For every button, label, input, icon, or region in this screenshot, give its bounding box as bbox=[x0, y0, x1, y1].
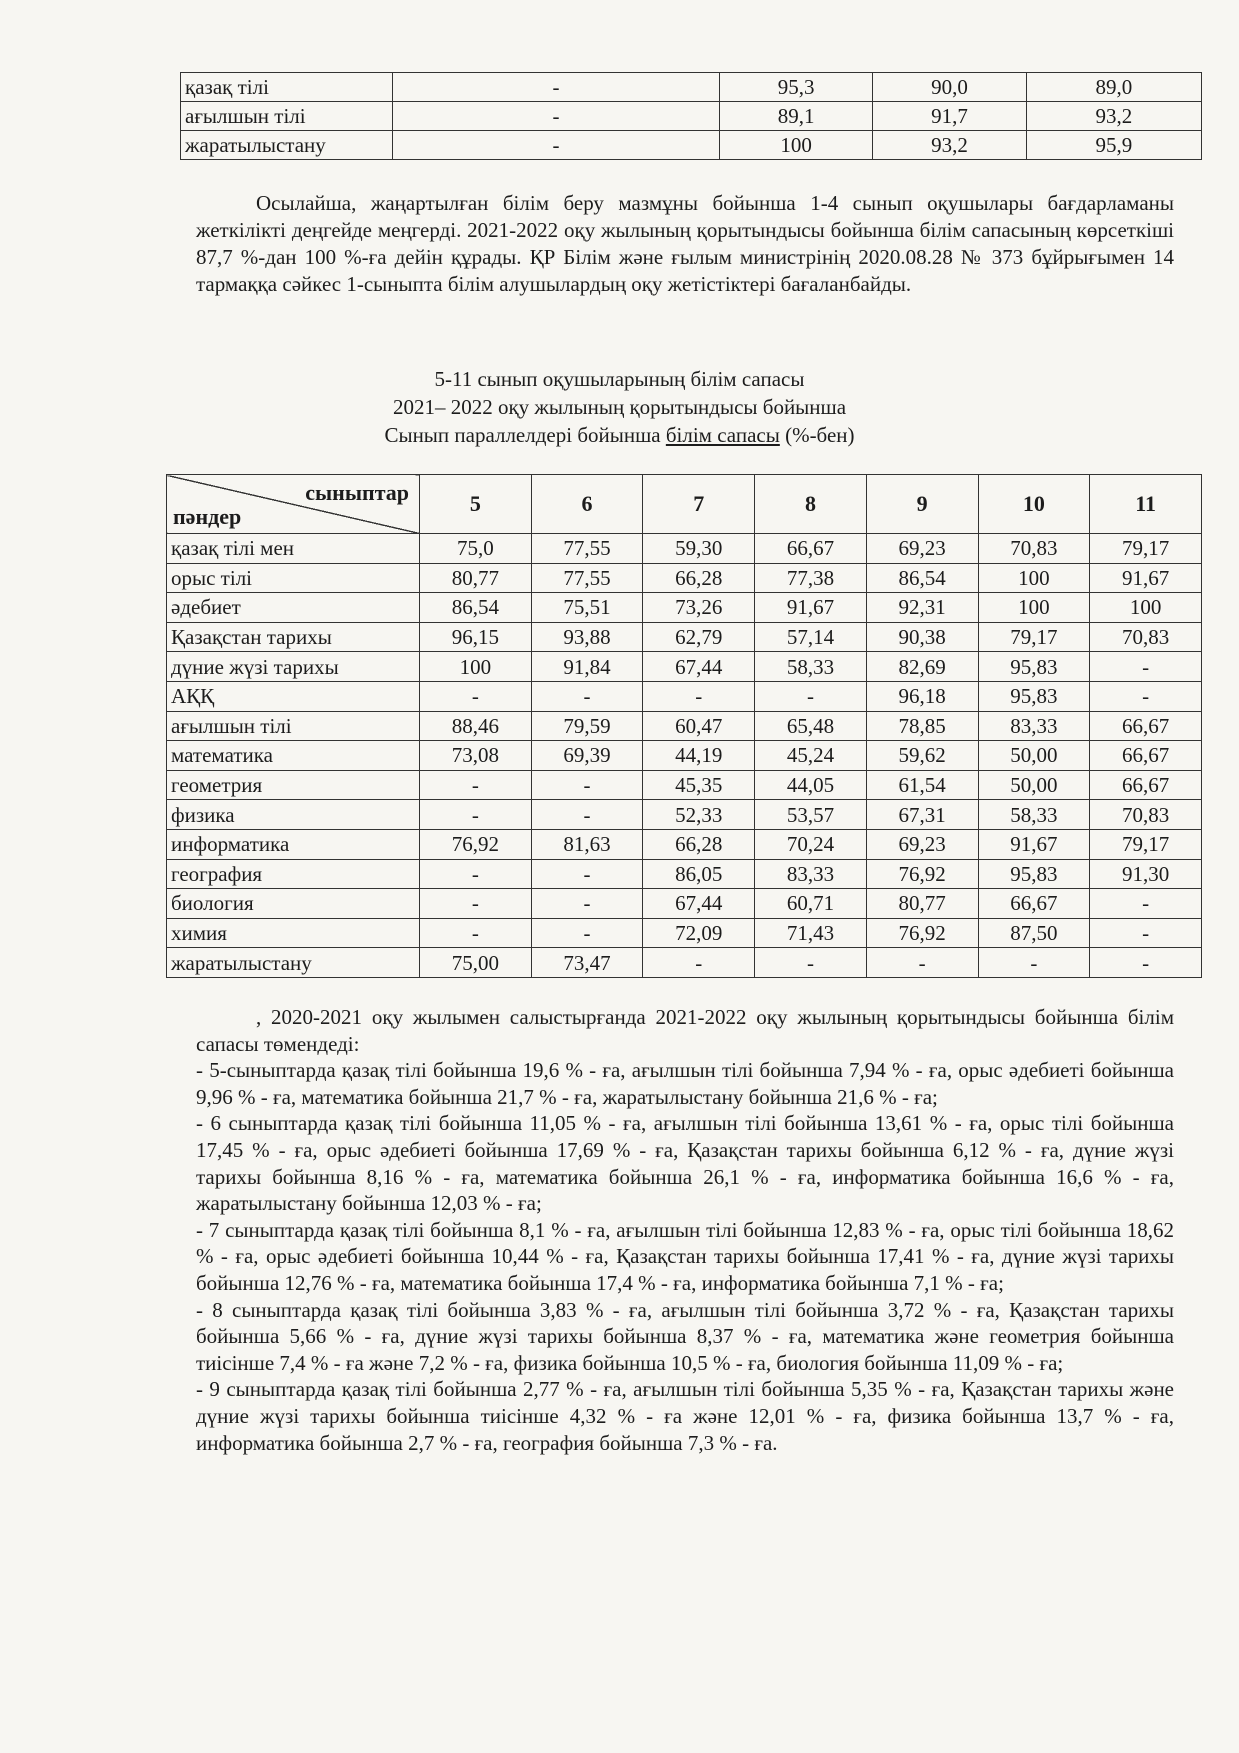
value-cell: 95,83 bbox=[978, 652, 1090, 682]
table-row bbox=[167, 593, 1202, 623]
value-cell: - bbox=[755, 681, 867, 711]
value-cell: 83,33 bbox=[978, 711, 1090, 741]
value-cell: 45,24 bbox=[755, 741, 867, 771]
value-cell: 66,28 bbox=[643, 829, 755, 859]
list-item: - 5-сыныптарда қазақ тілі бойынша 19,6 % - ға, ағылшын тілі бойынша 7,94 % - ға, орыс әдебиеті бойынша 9,96 % - ға, математика бойынша 21,7 % - ға, жаратылыстану бойынша 21,6 % - ға; bbox=[196, 1058, 1174, 1109]
caption-underlined: білім сапасы bbox=[665, 423, 780, 447]
table-row bbox=[167, 918, 1202, 948]
value-cell: - bbox=[866, 948, 978, 978]
value-cell: - bbox=[1090, 681, 1202, 711]
corner-grades-label: сыныптар bbox=[305, 480, 409, 505]
value-cell: 70,24 bbox=[755, 829, 867, 859]
value-cell: 58,33 bbox=[755, 652, 867, 682]
value-cell: - bbox=[420, 889, 532, 919]
subject-cell: география bbox=[167, 859, 420, 889]
table-row bbox=[167, 741, 1202, 771]
value-cell: 70,83 bbox=[978, 534, 1090, 564]
value-cell: 80,77 bbox=[866, 889, 978, 919]
value-cell: 45,35 bbox=[643, 770, 755, 800]
value-cell: 81,63 bbox=[531, 829, 643, 859]
value-cell: 93,2 bbox=[1026, 102, 1201, 131]
value-cell: 79,17 bbox=[1090, 829, 1202, 859]
subject-cell: Қазақстан тарихы bbox=[167, 622, 420, 652]
value-cell: - bbox=[531, 770, 643, 800]
grade-header: 8 bbox=[755, 475, 867, 534]
value-cell: 77,55 bbox=[531, 563, 643, 593]
value-cell: - bbox=[531, 800, 643, 830]
value-cell: - bbox=[393, 73, 720, 102]
list-item: - 6 сыныптарда қазақ тілі бойынша 11,05 % - ға, ағылшын тілі бойынша 13,61 % - ға, орыс тілі бойынша 17,45 % - ға, орыс әдебиеті бойынша 17,69 % - ға, Қазақстан тарихы бойынша 6,12 % - ға, дүние жүзі тарихы бойынша 8,16 % - ға, математика бойынша 26,1 % - ға, информатика бойынша 16,6 % - ға, жаратылыстану бойынша 12,03 % - ға; bbox=[196, 1111, 1174, 1216]
value-cell: 86,54 bbox=[866, 563, 978, 593]
value-cell: - bbox=[393, 102, 720, 131]
value-cell: 93,2 bbox=[873, 131, 1026, 160]
value-cell: 80,77 bbox=[420, 563, 532, 593]
value-cell: 90,0 bbox=[873, 73, 1026, 102]
value-cell: 65,48 bbox=[755, 711, 867, 741]
section-caption bbox=[0, 421, 1239, 449]
value-cell: 87,50 bbox=[978, 918, 1090, 948]
value-cell: 90,38 bbox=[866, 622, 978, 652]
section-subtitle: 2021– 2022 оқу жылының қорытындысы бойынша bbox=[392, 395, 847, 419]
value-cell: 71,43 bbox=[755, 918, 867, 948]
subject-cell: қазақ тілі мен bbox=[167, 534, 420, 564]
value-cell: 70,83 bbox=[1090, 622, 1202, 652]
value-cell: 61,54 bbox=[866, 770, 978, 800]
value-cell: 96,15 bbox=[420, 622, 532, 652]
value-cell: 95,83 bbox=[978, 681, 1090, 711]
subject-cell: ағылшын тілі bbox=[181, 102, 393, 131]
value-cell: - bbox=[1090, 889, 1202, 919]
value-cell: - bbox=[1090, 918, 1202, 948]
table-header-row bbox=[167, 475, 1202, 534]
value-cell: - bbox=[420, 800, 532, 830]
value-cell: 52,33 bbox=[643, 800, 755, 830]
value-cell: 73,08 bbox=[420, 741, 532, 771]
value-cell: - bbox=[531, 889, 643, 919]
value-cell: 79,59 bbox=[531, 711, 643, 741]
table-row bbox=[167, 622, 1202, 652]
value-cell: - bbox=[531, 859, 643, 889]
table-row bbox=[181, 131, 1202, 160]
value-cell: 76,92 bbox=[866, 859, 978, 889]
quality-table bbox=[166, 474, 1202, 978]
table-row bbox=[181, 73, 1202, 102]
value-cell: 92,31 bbox=[866, 593, 978, 623]
value-cell: 44,05 bbox=[755, 770, 867, 800]
value-cell: 95,83 bbox=[978, 859, 1090, 889]
value-cell: 67,44 bbox=[643, 652, 755, 682]
table-row bbox=[167, 800, 1202, 830]
value-cell: 73,47 bbox=[531, 948, 643, 978]
value-cell: - bbox=[755, 948, 867, 978]
comparison-intro: , 2020-2021 оқу жылымен салыстырғанда 2021-2022 оқу жылының қорытындысы бойынша білім сапасы төмендеді: bbox=[196, 1005, 1174, 1056]
value-cell: 95,9 bbox=[1026, 131, 1201, 160]
grade-header: 6 bbox=[531, 475, 643, 534]
subject-cell: химия bbox=[167, 918, 420, 948]
value-cell: 66,67 bbox=[1090, 741, 1202, 771]
table-row bbox=[181, 102, 1202, 131]
value-cell: 69,23 bbox=[866, 829, 978, 859]
list-item: - 9 сыныптарда қазақ тілі бойынша 2,77 % - ға, ағылшын тілі бойынша 5,35 % - ға, Қазақстан тарихы және дүние жүзі тарихы бойынша тиісінше 4,32 % - ға және 12,01 % - ға, физика бойынша 13,7 % - ға, информатика бойынша 2,7 % - ға, география бойынша 7,3 % - ға. bbox=[196, 1377, 1174, 1455]
value-cell: 91,84 bbox=[531, 652, 643, 682]
grade-header: 7 bbox=[643, 475, 755, 534]
value-cell: 91,30 bbox=[1090, 859, 1202, 889]
value-cell: 91,67 bbox=[1090, 563, 1202, 593]
value-cell: 100 bbox=[420, 652, 532, 682]
grade-header: 11 bbox=[1090, 475, 1202, 534]
value-cell: 100 bbox=[978, 563, 1090, 593]
grade-header: 10 bbox=[978, 475, 1090, 534]
caption-post: (%-бен) bbox=[779, 423, 855, 447]
value-cell: 66,67 bbox=[1090, 711, 1202, 741]
value-cell: - bbox=[420, 859, 532, 889]
value-cell: - bbox=[393, 131, 720, 160]
table-row bbox=[167, 534, 1202, 564]
value-cell: - bbox=[1090, 652, 1202, 682]
grade-header: 5 bbox=[420, 475, 532, 534]
comparison-list bbox=[196, 1004, 1174, 1456]
value-cell: 83,33 bbox=[755, 859, 867, 889]
subject-cell: АҚҚ bbox=[167, 681, 420, 711]
value-cell: 89,0 bbox=[1026, 73, 1201, 102]
value-cell: 73,26 bbox=[643, 593, 755, 623]
value-cell: - bbox=[1090, 948, 1202, 978]
value-cell: - bbox=[643, 948, 755, 978]
value-cell: 96,18 bbox=[866, 681, 978, 711]
value-cell: 79,17 bbox=[978, 622, 1090, 652]
value-cell: 50,00 bbox=[978, 770, 1090, 800]
value-cell: 58,33 bbox=[978, 800, 1090, 830]
value-cell: 50,00 bbox=[978, 741, 1090, 771]
value-cell: 66,67 bbox=[755, 534, 867, 564]
corner-subjects-label: пәндер bbox=[173, 504, 242, 529]
value-cell: 91,67 bbox=[755, 593, 867, 623]
subject-cell: орыс тілі bbox=[167, 563, 420, 593]
value-cell: 77,38 bbox=[755, 563, 867, 593]
subject-cell: қазақ тілі bbox=[181, 73, 393, 102]
value-cell: 59,62 bbox=[866, 741, 978, 771]
value-cell: 57,14 bbox=[755, 622, 867, 652]
value-cell: 86,05 bbox=[643, 859, 755, 889]
value-cell: 67,31 bbox=[866, 800, 978, 830]
value-cell: 44,19 bbox=[643, 741, 755, 771]
value-cell: 100 bbox=[719, 131, 872, 160]
value-cell: 91,67 bbox=[978, 829, 1090, 859]
value-cell: 62,79 bbox=[643, 622, 755, 652]
value-cell: 82,69 bbox=[866, 652, 978, 682]
value-cell: 100 bbox=[978, 593, 1090, 623]
value-cell: 70,83 bbox=[1090, 800, 1202, 830]
value-cell: 93,88 bbox=[531, 622, 643, 652]
value-cell: - bbox=[420, 681, 532, 711]
grade-header: 9 bbox=[866, 475, 978, 534]
value-cell: - bbox=[643, 681, 755, 711]
value-cell: 89,1 bbox=[719, 102, 872, 131]
value-cell: 86,54 bbox=[420, 593, 532, 623]
list-item: - 8 сыныптарда қазақ тілі бойынша 3,83 % - ға, ағылшын тілі бойынша 3,72 % - ға, Қазақстан тарихы бойынша 5,66 % - ға, дүние жүзі тарихы бойынша 8,37 % - ға, математика және геометрия бойынша тиісінше 7,4 % - ға және 7,2 % - ға, физика бойынша 10,5 % - ға, биология бойынша 11,09 % - ға; bbox=[196, 1297, 1174, 1375]
value-cell: 69,23 bbox=[866, 534, 978, 564]
value-cell: 75,51 bbox=[531, 593, 643, 623]
value-cell: 60,47 bbox=[643, 711, 755, 741]
value-cell: 76,92 bbox=[866, 918, 978, 948]
table-row bbox=[167, 829, 1202, 859]
table-row bbox=[167, 770, 1202, 800]
value-cell: - bbox=[978, 948, 1090, 978]
table-row bbox=[167, 859, 1202, 889]
table-row bbox=[167, 652, 1202, 682]
table-row bbox=[167, 711, 1202, 741]
value-cell: - bbox=[420, 770, 532, 800]
value-cell: - bbox=[531, 918, 643, 948]
value-cell: 76,92 bbox=[420, 829, 532, 859]
subject-cell: информатика bbox=[167, 829, 420, 859]
value-cell: 78,85 bbox=[866, 711, 978, 741]
table-row bbox=[167, 681, 1202, 711]
value-cell: - bbox=[420, 918, 532, 948]
value-cell: 66,28 bbox=[643, 563, 755, 593]
summary-paragraph: Осылайша, жаңартылған білім беру мазмұны бойынша 1-4 сынып оқушылары бағдарламаны жеткілікті деңгейде меңгерді. 2021-2022 оқу жылының қорытындысы бойынша білім сапасының көрсеткіші 87,7 %-дан 100 %-ға дейін құрады. ҚР Білім және ғылым министрінің 2020.08.28 № 373 бұйрығымен 14 тармаққа сәйкес 1-сыныпта білім алушылардың оқу жетістіктері бағаланбайды. bbox=[196, 191, 1174, 296]
value-cell: 75,00 bbox=[420, 948, 532, 978]
value-cell: 66,67 bbox=[1090, 770, 1202, 800]
subject-cell: геометрия bbox=[167, 770, 420, 800]
table-row bbox=[167, 563, 1202, 593]
value-cell: 100 bbox=[1090, 593, 1202, 623]
subject-cell: әдебиет bbox=[167, 593, 420, 623]
value-cell: 88,46 bbox=[420, 711, 532, 741]
section-title: 5-11 сынып оқушыларының білім сапасы bbox=[434, 367, 805, 391]
subject-cell: биология bbox=[167, 889, 420, 919]
subject-cell: жаратылыстану bbox=[181, 131, 393, 160]
value-cell: 66,67 bbox=[978, 889, 1090, 919]
value-cell: 60,71 bbox=[755, 889, 867, 919]
subject-cell: математика bbox=[167, 741, 420, 771]
previous-grades-table bbox=[180, 72, 1202, 160]
subject-cell: дүние жүзі тарихы bbox=[167, 652, 420, 682]
caption-pre: Сынып параллелдері бойынша bbox=[384, 423, 666, 447]
value-cell: 75,0 bbox=[420, 534, 532, 564]
value-cell: 69,39 bbox=[531, 741, 643, 771]
subject-cell: ағылшын тілі bbox=[167, 711, 420, 741]
list-item: - 7 сыныптарда қазақ тілі бойынша 8,1 % - ға, ағылшын тілі бойынша 12,83 % - ға, орыс тілі бойынша 18,62 % - ға, орыс әдебиеті бойынша 10,44 % - ға, Қазақстан тарихы бойынша 17,41 % - ға, дүние жүзі тарихы бойынша 12,76 % - ға, математика бойынша 17,4 % - ға, информатика бойынша 7,1 % - ға; bbox=[196, 1217, 1174, 1295]
value-cell: 72,09 bbox=[643, 918, 755, 948]
corner-cell bbox=[167, 475, 420, 534]
value-cell: 67,44 bbox=[643, 889, 755, 919]
subject-cell: жаратылыстану bbox=[167, 948, 420, 978]
value-cell: - bbox=[531, 681, 643, 711]
value-cell: 53,57 bbox=[755, 800, 867, 830]
value-cell: 79,17 bbox=[1090, 534, 1202, 564]
value-cell: 77,55 bbox=[531, 534, 643, 564]
value-cell: 59,30 bbox=[643, 534, 755, 564]
subject-cell: физика bbox=[167, 800, 420, 830]
table-row bbox=[167, 948, 1202, 978]
value-cell: 91,7 bbox=[873, 102, 1026, 131]
table-row bbox=[167, 889, 1202, 919]
value-cell: 95,3 bbox=[719, 73, 872, 102]
